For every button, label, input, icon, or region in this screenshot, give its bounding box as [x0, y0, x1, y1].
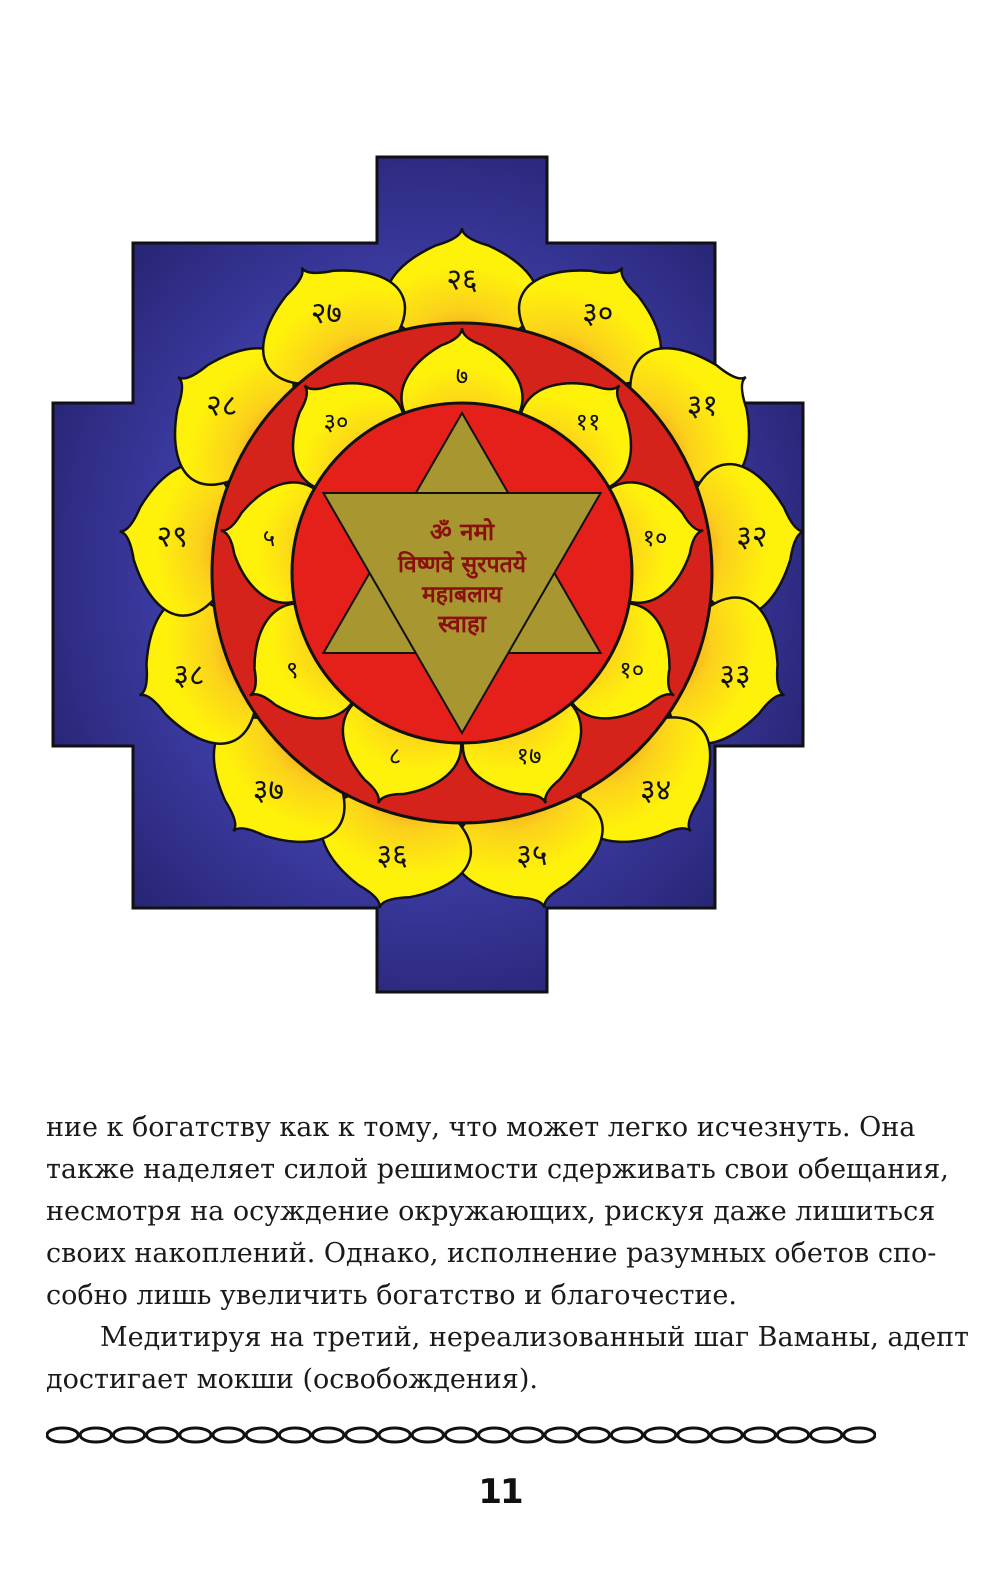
text-line-4: своих накоплений. Однако, исполнение разумных обетов спо- — [46, 1238, 937, 1269]
outer-petal-number: ३२ — [736, 519, 768, 555]
chain-link — [346, 1428, 377, 1442]
outer-petal-number: २६ — [446, 262, 478, 298]
outer-petal-number: ३७ — [252, 773, 284, 809]
center-mantra-line: ॐ नमो — [429, 518, 495, 546]
chain-link — [645, 1428, 676, 1442]
chain-link — [80, 1428, 111, 1442]
text-line-5: собно лишь увеличить богатство и благочестие. — [46, 1280, 737, 1311]
inner-petal-number: ८ — [388, 742, 402, 771]
outer-petal-number: ३१ — [686, 388, 718, 424]
chain-link — [611, 1428, 642, 1442]
center-mantra-line: महाबलाय — [422, 582, 502, 608]
chain-link — [811, 1428, 842, 1442]
chain-link — [711, 1428, 742, 1442]
chain-link — [844, 1428, 875, 1442]
paragraph2-line-1: Медитируя на третий, нереализованный шаг Ваманы, адепт — [100, 1322, 969, 1353]
chain-link — [246, 1428, 277, 1442]
outer-petal-number: ३५ — [516, 838, 548, 874]
chain-link — [279, 1428, 310, 1442]
outer-petal-number: ३८ — [173, 658, 205, 694]
text-line-2: также наделяет силой решимости сдерживать свои обещания, — [46, 1154, 949, 1185]
inner-petal-number: ५ — [262, 523, 276, 552]
inner-petal-number: १० — [619, 656, 645, 684]
center-mantra-line: विष्णवे सुरपतये — [397, 552, 527, 578]
inner-petal-number: १७ — [516, 742, 542, 771]
inner-petal-number: ७ — [455, 362, 469, 390]
center-mantra-line: स्वाहा — [438, 610, 486, 638]
text-line-1: ние к богатству как к тому, что может легко исчезнуть. Она — [46, 1112, 916, 1143]
outer-petal-number: २७ — [310, 295, 342, 331]
chain-link — [147, 1428, 178, 1442]
outer-petal-number: ३६ — [376, 838, 408, 874]
chain-link — [213, 1428, 244, 1442]
chain-link — [512, 1428, 543, 1442]
outer-petal-number: ३३ — [719, 658, 751, 694]
chain-link — [777, 1428, 808, 1442]
chain-link — [379, 1428, 410, 1442]
chain-link — [412, 1428, 443, 1442]
chain-link — [113, 1428, 144, 1442]
inner-petal-number: १० — [642, 523, 668, 552]
chain-link — [445, 1428, 476, 1442]
inner-petal-number: ११ — [575, 407, 601, 436]
chain-link — [47, 1428, 78, 1442]
page-number: 11 — [478, 1472, 522, 1512]
inner-petal-number: ९ — [286, 656, 299, 684]
chain-link — [545, 1428, 576, 1442]
paragraph2-line-2: достигает мокши (освобождения). — [46, 1364, 538, 1395]
decorative-chain-divider — [46, 1420, 876, 1450]
outer-petal-number: ३० — [582, 295, 614, 331]
body-text — [46, 1107, 969, 1401]
chain-link — [678, 1428, 709, 1442]
outer-petal-number: २९ — [156, 519, 188, 555]
text-line-3: несмотря на осуждение окружающих, рискуя даже лишиться — [46, 1196, 936, 1227]
chain-link — [180, 1428, 211, 1442]
chain-link — [578, 1428, 609, 1442]
outer-petal-number: २८ — [206, 388, 238, 424]
chain-link — [313, 1428, 344, 1442]
inner-petal-number: ३० — [323, 407, 349, 436]
chain-link — [744, 1428, 775, 1442]
outer-petal-number: ३४ — [640, 773, 672, 809]
chain-link — [479, 1428, 510, 1442]
